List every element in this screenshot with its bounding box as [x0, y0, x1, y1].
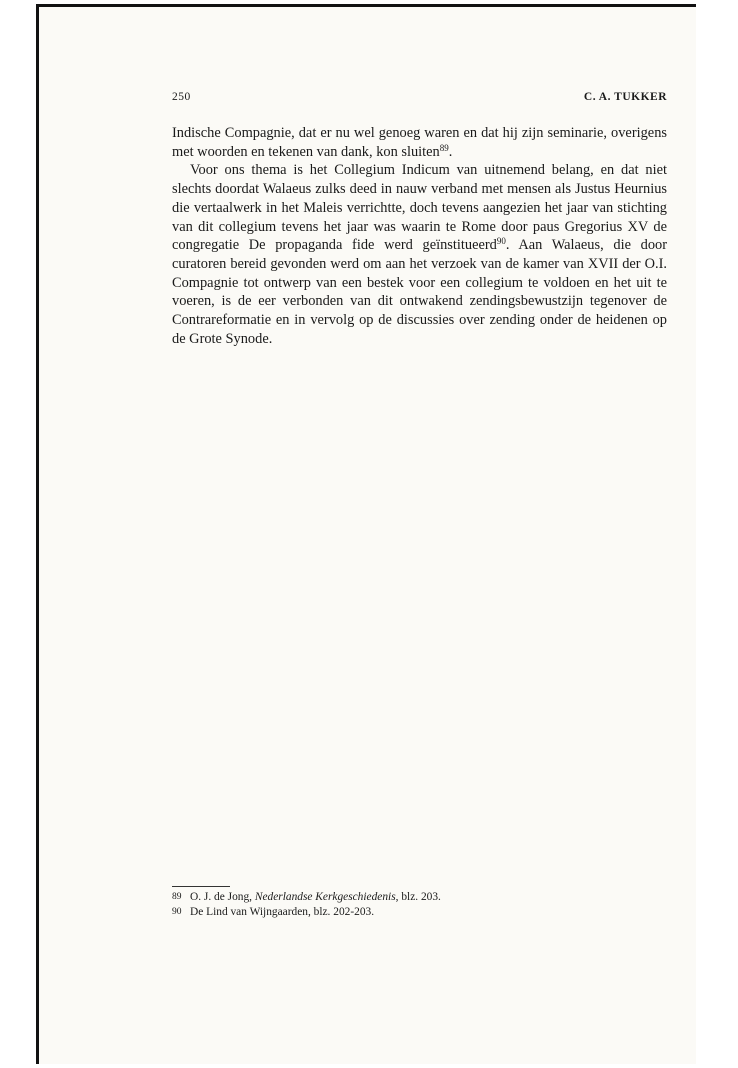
footnote-text	[190, 905, 374, 920]
page-number: 250	[172, 91, 191, 103]
footnote-number: 90	[172, 906, 182, 917]
paragraph-text: . Aan Walaeus, die door curatoren bereid gevonden werd om aan het verzoek van de kamer van XVII der O.I. Compagnie tot ontwerp van een bestek voor een collegium te voldoen en het uit te voeren, is de eer verbonden van dit ontwakend zendingsbewustzijn tegenover de Contrareformatie en in vervolg op de discussies over zending onder de heidenen op de Grote Synode.	[172, 237, 668, 347]
paragraph-text: Indische Compagnie, dat er nu wel genoeg waren en dat hij zijn seminarie, overigens met woorden en tekenen van dank, kon sluiten	[172, 125, 667, 160]
running-head: C. A. TUKKER	[583, 91, 667, 103]
footnote-title: Nederlandse Kerkgeschiedenis	[254, 891, 396, 903]
footnote-90	[172, 905, 667, 920]
footnote-author: O. J. de Jong,	[190, 891, 255, 903]
footnote-author: De Lind van Wijngaarden, blz. 202-203.	[190, 905, 375, 918]
footnote-divider	[172, 886, 230, 887]
paragraph-text: .	[448, 143, 453, 160]
footnote-reference[interactable]: 89	[439, 142, 449, 153]
paragraph-1	[172, 124, 667, 161]
footnote-page-ref: , blz. 203.	[395, 891, 441, 903]
footnote-89	[172, 890, 667, 905]
paragraph-text: Voor ons thema is het Collegium Indicum van uitnemend belang, en dat niet slechts doordat Walaeus zulks deed in nauw verband met mensen als Justus Heurnius die vertaalwerk in het Maleis verrichtte, doch tevens aangezien het jaar van stichting van dit collegium tevens het jaar was waarin te Rome door paus Gregorius XV de congregatie De propaganda fide werd geïnstitueerd	[172, 162, 667, 254]
footnote-number: 89	[172, 892, 182, 902]
footnotes	[172, 890, 667, 919]
footnote-text	[190, 890, 441, 905]
page-header	[172, 91, 667, 111]
body-text	[172, 124, 667, 348]
paragraph-2	[172, 161, 667, 348]
footnote-reference[interactable]: 90	[496, 236, 506, 247]
